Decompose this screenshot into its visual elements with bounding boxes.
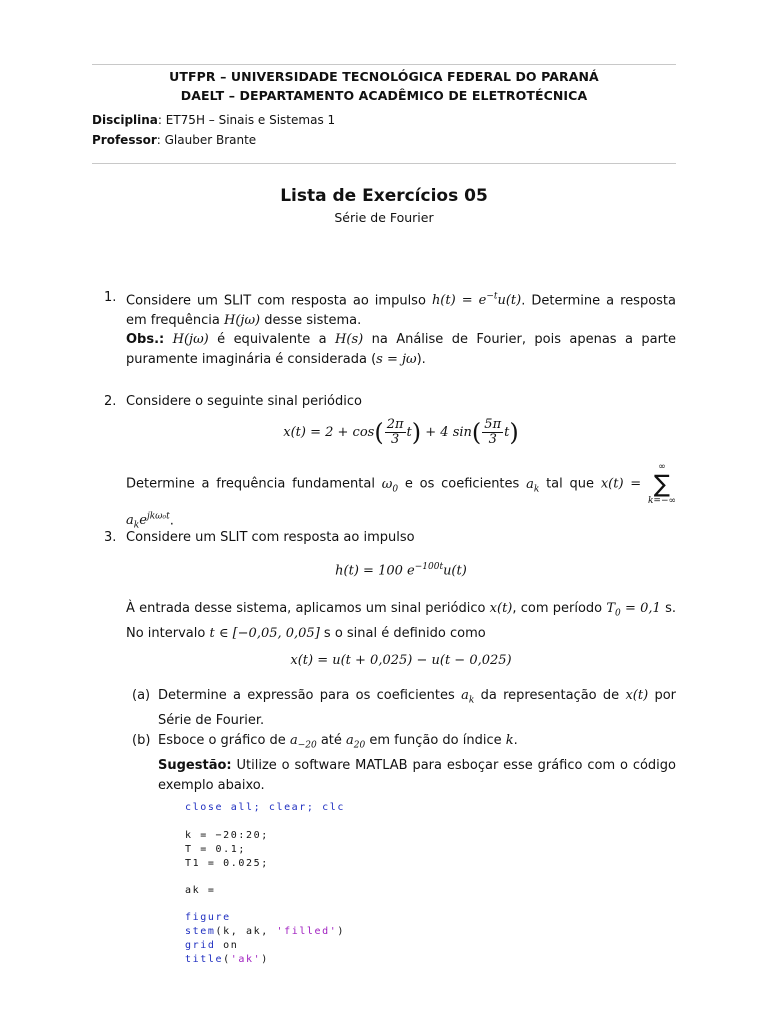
exercise-2-equation: x(t) = 2 + cos( $\frac{2\pi}{3}$ t) + 4 sin( $\frac{5\pi}{3}$ t) [283,417,519,447]
professor-line [92,133,256,147]
exercise-2-intro: Considere o seguinte sinal periódico [126,394,362,409]
exercise-3-impulse-equation: h(t) = 100 $e^{-100t}u(t)$ [335,562,467,579]
code-line-2: k = −20:20; [185,830,269,841]
exercise-3-number: 3. [104,530,117,545]
exercise-2-number: 2. [104,394,117,409]
discipline-label: Disciplina [92,113,158,127]
exercise-1-text: Considere um SLIT com resposta ao impulso $h(t) = e^{-t}u(t)$. Determine a resposta em frequência H(jω) desse sistema. Obs.: H(jω) é equivalente a H(s) na Análise de Fourier, pois apenas a parte puramente imaginária é considerada (s = jω). [126,292,677,367]
top-rule [92,64,676,65]
discipline-value: : ET75H – Sinais e Sistemas 1 [157,113,336,127]
item-b-label: (b) [132,733,151,748]
exercise-2-question: Determine a frequência fundamental $\omega_0$ e os coeficientes $a_k$ tal que x(t) = ∞ ∑ k=−∞ $a_ke^{jk\omega_0t}$. [126,462,677,531]
code-line-1: close all; clear; clc [185,802,346,813]
department-name: DAELT – DEPARTAMENTO ACADÊMICO DE ELETROTÉCNICA [180,88,588,103]
page-subtitle: Série de Fourier [334,210,434,225]
summation-symbol: ∞ ∑ k=−∞ [647,462,677,506]
code-line-5: ak = [185,885,216,896]
code-line-6: figure [185,912,231,923]
university-name: UTFPR – UNIVERSIDADE TECNOLÓGICA FEDERAL DO PARANÁ [169,69,599,84]
exercise-1-obs-label: Obs.: [126,332,165,348]
item-a-text: Determine a expressão para os coeficientes $a_k$ da representação de x(t) por Série de Fourier. [158,688,676,729]
exercise-3-text: À entrada desse sistema, aplicamos um sinal periódico x(t), com período $T_0 = 0,1$ s. No intervalo t ∈ [−0,05, 0,05] s o sinal é definido como [126,601,676,642]
code-line-8: grid on [185,940,239,951]
item-b-text: Esboce o gráfico de $a_{-20}$ até $a_{20}$ em função do índice k. Sugestão: Utilize o software MATLAB para esboçar esse gráfico com o código exemplo abaixo. [158,733,676,793]
code-line-9: title('ak') [185,954,269,965]
exercise-3-signal-equation: x(t) = u(t + 0,025) − u(t − 0,025) [290,653,512,668]
suggestion-label: Sugestão: [158,758,232,774]
code-line-3: T = 0.1; [185,844,246,855]
professor-label: Professor [92,133,157,147]
exercise-1-number: 1. [104,290,117,305]
discipline-line [92,113,335,127]
page-title: Lista de Exercícios 05 [280,186,488,206]
code-line-4: T1 = 0.025; [185,858,269,869]
exercise-3-intro: Considere um SLIT com resposta ao impulso [126,530,415,545]
item-a-label: (a) [132,688,151,703]
code-line-7: stem(k, ak, 'filled') [185,926,346,937]
professor-value: : Glauber Brante [156,133,257,147]
header-bottom-rule [92,163,676,164]
